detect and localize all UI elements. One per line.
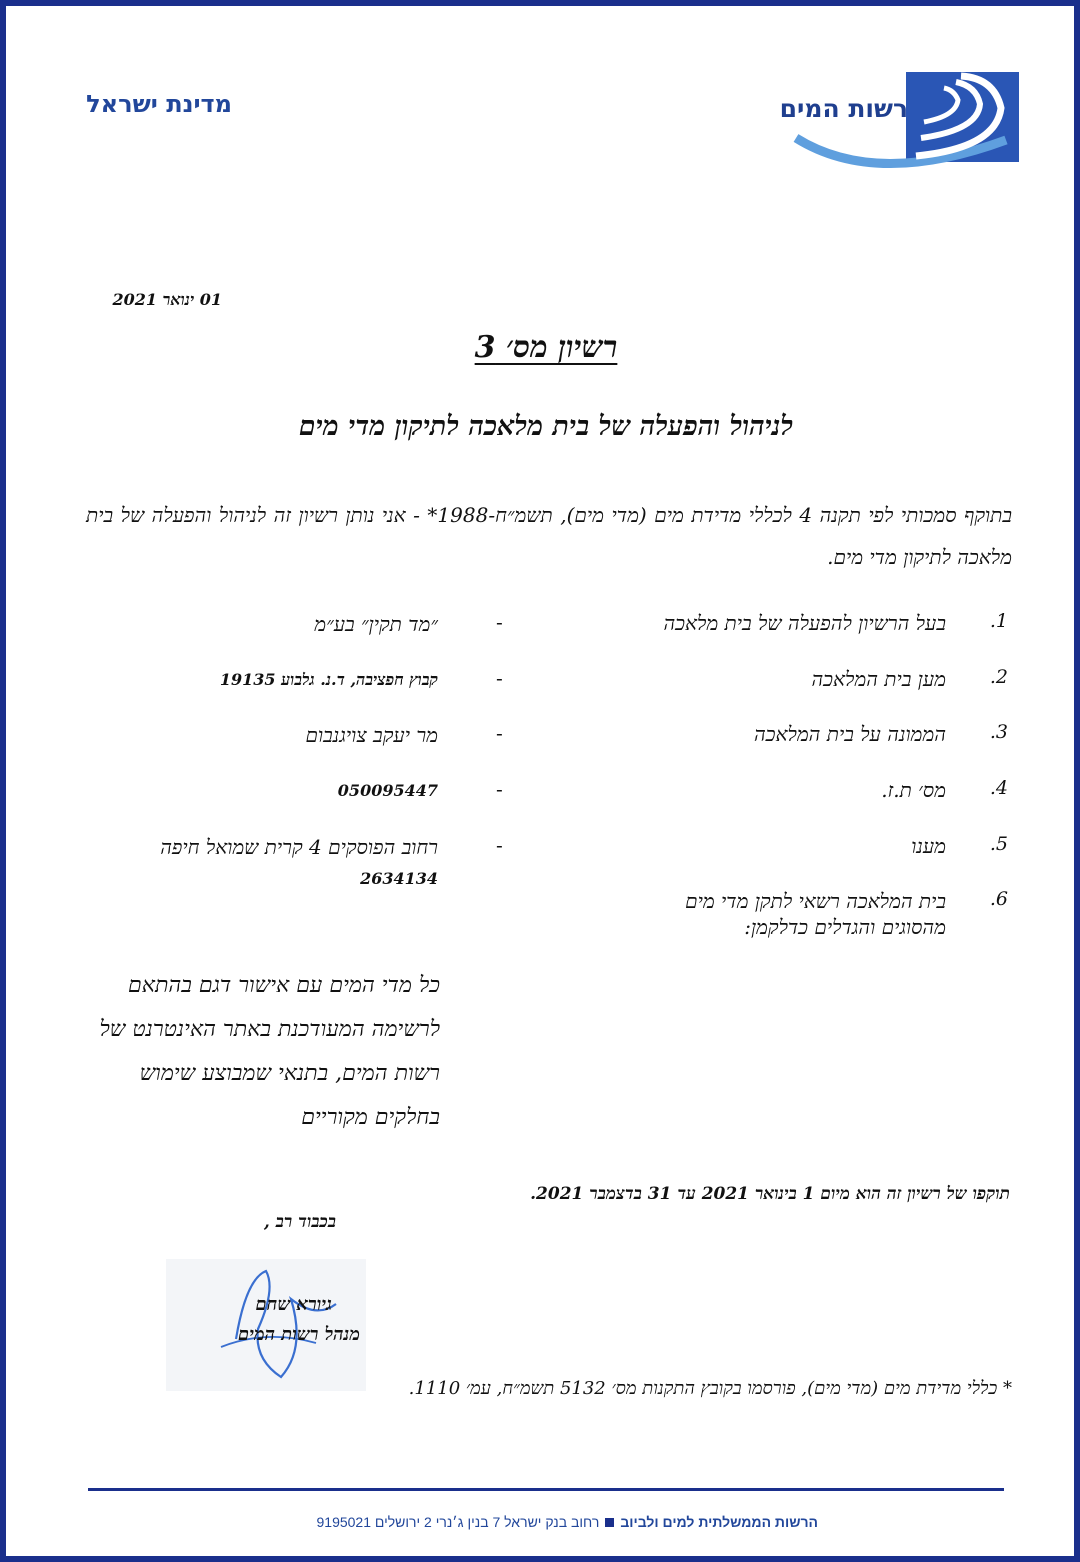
list-item (76, 833, 1016, 887)
footer-org: הרשות הממשלתית למים ולביוב (620, 1514, 818, 1530)
item-dash: - (496, 833, 503, 857)
item-number: 2. (989, 666, 1008, 688)
meter-sizes-text: כל מדי המים עם אישור דגם בהתאם לרשימה המעודכנת באתר האינטרנט של רשות המים, בתנאי שמבוצע שימוש בחלקים מקוריים (99, 973, 440, 1130)
item-label: מענו (911, 834, 946, 858)
item-dash: - (496, 721, 503, 745)
item-value: ״מד תקין״ בע״מ (314, 612, 438, 636)
item-label: בעל הרשיון להפעלה של בית מלאכה (663, 611, 946, 635)
footer-address-text: רחוב בנק ישראל 7 בנין ג׳נרי 2 ירושלים 9195021 (316, 1514, 600, 1530)
item-value: מר יעקב צויגנבום (305, 723, 438, 747)
list-item (76, 888, 1016, 946)
item-number: 3. (989, 721, 1008, 743)
footer-address (156, 1514, 818, 1530)
item-number: 1. (989, 610, 1008, 632)
footer-divider (88, 1488, 1004, 1491)
square-bullet-icon (605, 1518, 614, 1527)
validity-statement: תוקפו של רשיון זה הוא מיום 1 בינואר 2021 עד 31 בדצמבר 2021. (530, 1184, 1010, 1204)
list-item (76, 666, 1016, 706)
signer-name: גיורא שחם (255, 1294, 332, 1315)
item-value: רחוב הפוסקים 4 קרית שמואל חיפה (160, 835, 438, 859)
item-value: קבוץ חפציבה, ד.נ. גלבוע 19135 (219, 670, 438, 689)
item-value-phone: 2634134 (360, 869, 438, 888)
document-date: 01 ינואר 2021 (112, 290, 222, 309)
closing-regards: בכבוד רב , (263, 1212, 336, 1232)
license-subtitle: לניהול והפעלה של בית מלאכה לתיקון מדי מים (298, 411, 794, 442)
item-label: מס׳ ת.ז. (881, 778, 946, 802)
license-title (206, 330, 886, 365)
item-label: מען בית המלאכה (811, 667, 946, 691)
list-item (76, 610, 1016, 650)
item-number: 4. (989, 777, 1008, 799)
water-authority-logo (756, 68, 1021, 170)
item-label: הממונה על בית המלאכה (753, 722, 946, 746)
intro-paragraph: בתוקף סמכותי לפי תקנה 4 לכללי מדידת מים (מדי מים), תשמ״ח-1988* - אני נותן רשיון זה לניהול והפעלה של בית מלאכה לתיקון מדי מים. (86, 503, 1013, 569)
item-dash: - (496, 777, 503, 801)
signer-role: מנהל רשות המים (238, 1324, 360, 1345)
item-dash: - (496, 610, 503, 634)
footnote: * כללי מדידת מים (מדי מים), פורסמו בקובץ התקנות מס׳ 5132 תשמ״ח, עמ׳ 1110. (408, 1378, 1012, 1399)
logo-text: רשות המים (779, 94, 908, 123)
item-dash: - (496, 666, 503, 690)
item-value: 050095447 (337, 781, 438, 800)
item-number: 6. (989, 888, 1008, 910)
list-item (76, 777, 1016, 817)
item-number: 5. (989, 833, 1008, 855)
list-item (76, 721, 1016, 761)
state-of-israel-header: מדינת ישראל (86, 90, 232, 118)
item-label: בית המלאכה רשאי לתקן מדי מים מהסוגים והגדלים כדלקמן: (685, 889, 946, 939)
license-number: רשיון מס׳ 3 (474, 330, 618, 365)
